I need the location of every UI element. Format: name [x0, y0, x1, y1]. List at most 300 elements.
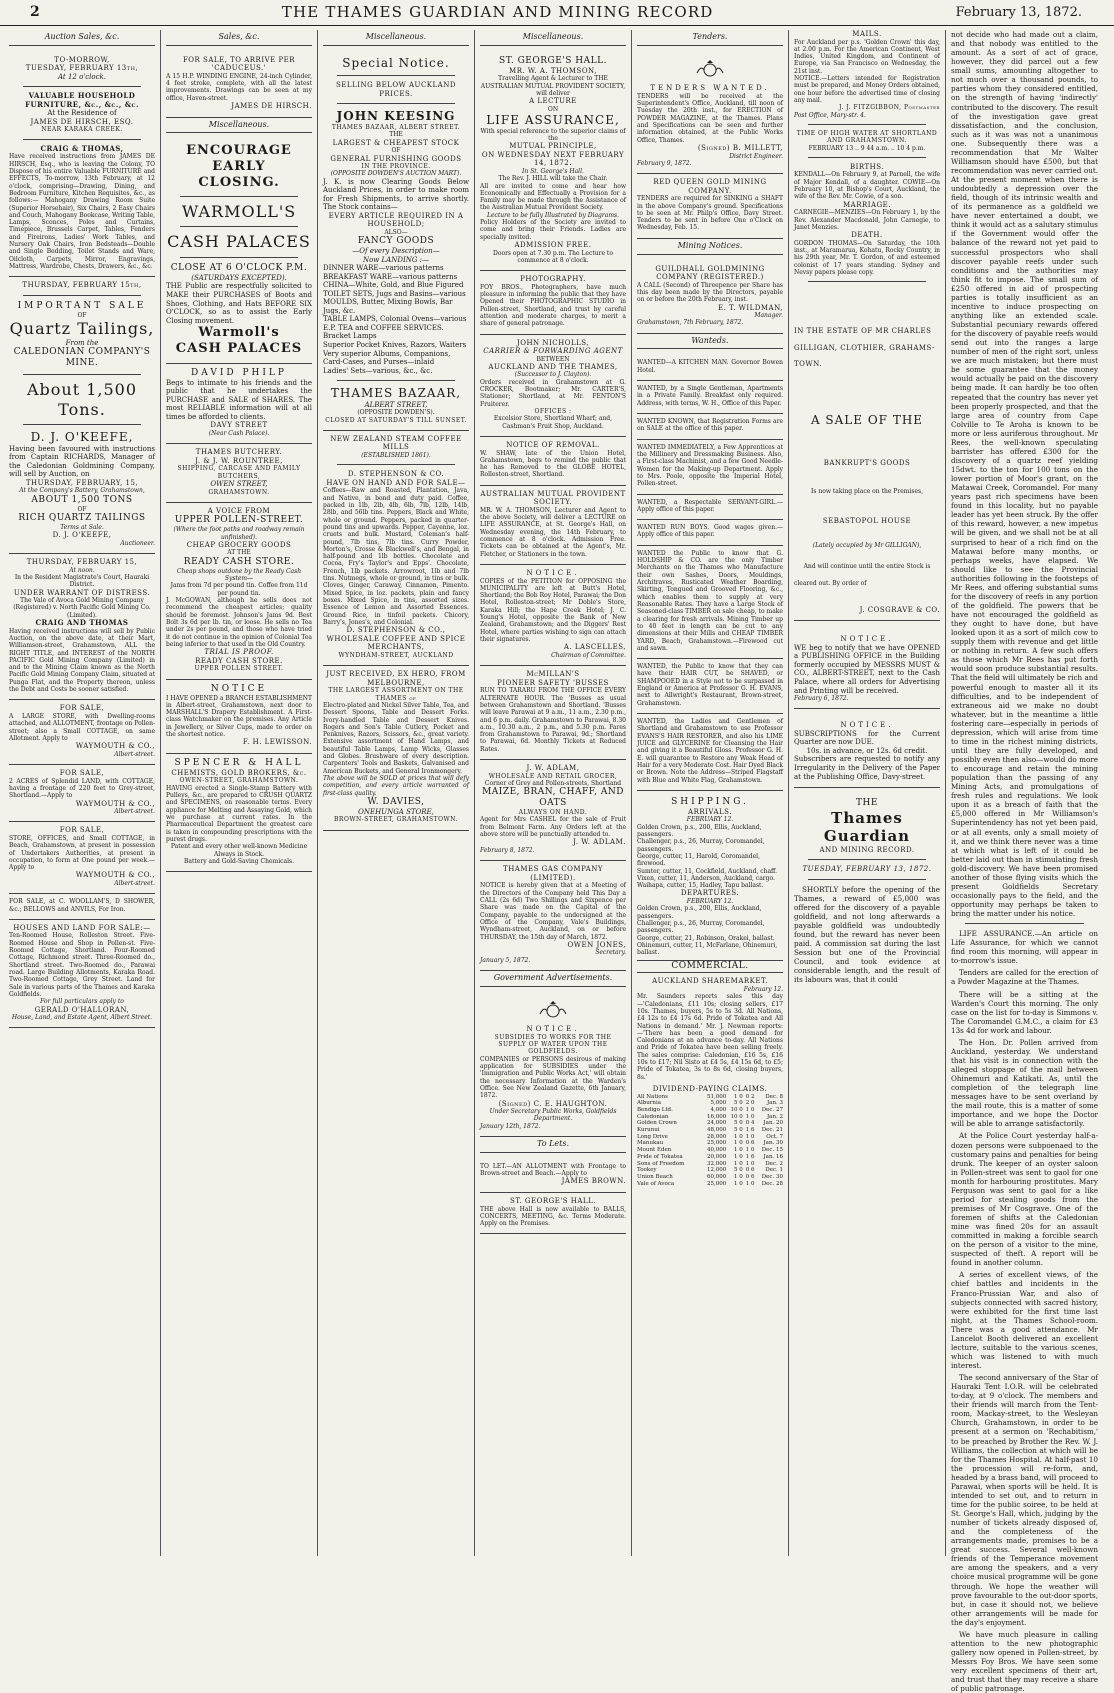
page-masthead — [0, 0, 1114, 26]
table-cell: Dec. 1 — [765, 1167, 783, 1174]
ad-line: cleared out. By order of — [794, 580, 867, 588]
ad-line: Is now taking place on the Premises, — [811, 488, 923, 495]
table-cell: Dec. 15 — [761, 1147, 783, 1154]
ad-firm: D. STEPHENSON & CO., — [346, 626, 446, 635]
marriage-heading: MARRIAGE. — [842, 200, 891, 209]
dividend-table — [637, 1094, 783, 1188]
arrivals-heading: ARRIVALS. — [688, 807, 732, 816]
table-cell: Caledonian — [637, 1113, 669, 1120]
death-body: GORDON THOMAS—On Saturday, the 10th inst., at Maramarua, Kohatu, Rocky Country, in his 29th year, Mr. T. Gordon, of and esteemed colonist of 17 years standing. Sydney and Nevsy papers please copy. — [794, 239, 940, 276]
table-cell: 0 6 — [745, 1174, 755, 1180]
ad-life-assurance-lecture — [480, 52, 626, 271]
ad-line: (Successor to J. Clayton). — [514, 371, 592, 379]
list-item: Waihapa, cutter, 15, Hadley, Tapu ballast. — [637, 882, 764, 890]
table-row — [637, 1147, 783, 1154]
ad-line: (Lately occupied by Mr GILLIGAN), — [812, 541, 922, 549]
column-tenders — [632, 30, 789, 1556]
ad-body: SUBSCRIPTIONS for the Current Quarter are now DUE. — [794, 729, 940, 747]
ad-body: Policy Holders of the Society are invited to come and bring their Friends. Ladies are specially invited. — [480, 219, 626, 241]
table-cell: Jan. 2 — [766, 1113, 783, 1120]
column-miscellaneous-1 — [318, 30, 475, 1556]
ad-title: FOR SALE, TO ARRIVE PER 'CADUCEUS.' — [182, 55, 296, 73]
table-row — [637, 1154, 783, 1161]
wanted-ad: WANTED RUN BOYS. Good wages given.—Apply office of this paper. — [637, 520, 783, 546]
ad-signature: J. COSGRAVE & CO. — [859, 605, 940, 614]
ad-line: THE LARGEST ASSORTMENT ON THE THAMES of — [328, 687, 464, 702]
list-item: Golden Crown, p.s., 200, Ellis, Auckland, passengers. — [637, 905, 762, 920]
ad-title: WARMOLL'S — [181, 201, 297, 221]
list-item: Bracket Lamps — [323, 332, 377, 341]
divider — [337, 103, 455, 104]
ad-title: NOTICE. — [526, 1025, 580, 1034]
ad-line: TUESDAY, FEBRUARY 13th, — [25, 64, 139, 73]
ad-ready-cash-store — [166, 503, 312, 680]
article-paragraph: There will be a sitting at the Warden's Court this morning. The only case on the list for to-day is Simmons v. The Coromandel G.M.C., a claim for £3 13s 4d for work and labour. — [951, 989, 1098, 1035]
list-item: Very superior Albums, Companions, Card-Cases, and Purses—inlaid — [323, 349, 451, 367]
ad-body: I HAVE OPENED a BRANCH ESTABLISHMENT in Albert-street, Grahamstown, next door to MARSHALL'S Drapery Establishment. A First-class Watchmaker on the premises. Any Article in Jewellery, or Silver Cups, made to order on the shortest notice. — [166, 694, 312, 739]
ad-line: ALWAYS ON HAND. — [518, 809, 588, 817]
table-row — [637, 1094, 783, 1101]
ad-line: At the Residence of — [47, 109, 117, 118]
ad-line: The Rev. J. HILL will take the Chair. — [498, 175, 608, 183]
ad-line: TRIAL IS PROOF. — [204, 648, 274, 657]
table-cell: 1 0 — [745, 1106, 755, 1113]
divider — [337, 75, 455, 76]
ad-line: Travelling Agent & Lecturer to THE AUSTRALIAN MUTUAL PROVIDENT SOCIETY, will deliver — [480, 75, 626, 97]
table-cell: 5 0 — [733, 1127, 743, 1134]
table-cell: Golden Crown — [637, 1120, 677, 1127]
ad-body: 2 ACRES of Splendid LAND, with COTTAGE, having a frontage of 220 feet to Grey-street, Shortland.—Apply to — [9, 777, 155, 800]
ad-signature: WAYMOUTH & CO., — [75, 871, 155, 880]
ad-title: ST. GEORGE'S HALL. — [499, 55, 607, 66]
ad-title: PHOTOGRAPHY. — [520, 275, 586, 284]
article-paragraph: At the Police Court yesterday half-a-dozen persons were subpoenaed to the customary pains and penalties for being drunk. The keeper of an oyster saloon in Pollen-street was sent to gaol for one month for harbouring prostitutes. Mary Ferguson was sent to gaol for a like period for stealing goods from the premises of Mr Cosgrave. One of the foremen of shifts at the Caledonian mine was fined 20s for an assault committed in making a forcible search on the person of a visitor to the mine, suspected of theft. A report will be found in another column. — [951, 1131, 1098, 1268]
ad-photography — [480, 271, 626, 334]
ad-body: Having been favoured with instructions from Captain RICHARDS, Manager of the Caledonian Goldmining Company, will sell by Auction, on — [9, 444, 155, 479]
wanted-ad: WANTED, the Public to know that they can have their HAIR CUT, be SHAVED, or SHAMPOOED in a Style not to be surpassed in England or America at Professor G. H. EVANS, next to Allwright's Restaurant, Brown-street, Grahamstown. — [637, 659, 783, 714]
departures-list — [637, 905, 783, 956]
list-item: George, cutter, 21, Robinson, Orakei, ballast. — [637, 934, 775, 942]
ad-title: FOR SALE, — [59, 769, 105, 778]
ad-john-nicholls — [480, 335, 626, 437]
ad-line: OWEN STREET, — [210, 479, 268, 488]
wanted-ad: WANTED the Public to know that G. HOLDSHIP & CO. are the only Timber Merchants on the Thames who Manufacture their own Sashes, Doors, Mouldings, Architraves, Rusticated Weather Boarding, Skirting, Tongued and Grooved Flooring, &c., which enables them to supply at very Reasonable Rates. They have a Large Stock of Seasoned-class TIMBER on sale cheap, to make a clearing for fresh arrivals. Mining Timber up to 40 feet in length can be cut to any dimensions at their Mills and CHEAP TIMBER YARD, Beach, Grahamstown.—Firewood cut and sawn. — [637, 546, 783, 659]
divider — [23, 374, 141, 375]
ad-firm: W. DAVIES, — [367, 796, 425, 807]
ad-title: JUST RECEIVED, EX HERO, FROM MELBOURNE, — [326, 670, 466, 687]
ad-body: Electro-plated and Nickel Silver Table, Tea, and Dessert Spoons, Table and Dessert Forks. Ivory-handled Table and Dessert Knives. Rogers and Son's Table Cutlery, Pocket and Penknives, Razors, Scissors, &c., great variety. Extensive assortment of Hand Lamps, and beautiful Table Lamps, Lamp Wicks, Glasses and Globes. Brushware of every description. Carpenters' Tools and Baskets, Galvanised and American Buckets, and General Ironmongery. — [323, 701, 469, 775]
ad-date: January 5, 1872. — [480, 956, 531, 964]
ad-title: FANCY GOODS — [357, 236, 435, 247]
table-cell: 1 0 — [733, 1180, 743, 1187]
table-cell: 2 0 — [745, 1100, 755, 1107]
ad-publishing-office — [794, 621, 940, 709]
ad-title: RED QUEEN GOLD MINING COMPANY. — [653, 178, 767, 195]
table-cell: Dec. 2 — [765, 1160, 783, 1167]
ad-firm: CRAIG & THOMAS, — [40, 143, 124, 153]
ad-line: CLOSE AT 6 O'CLOCK P.M. — [170, 262, 308, 273]
ad-line: A VOICE FROM — [207, 506, 271, 515]
ad-line: BROWN-STREET, GRAHAMSTOWN. — [334, 816, 458, 824]
ad-for-sale-land — [9, 765, 155, 822]
ad-title: GUILDHALL GOLDMINING COMPANY (REGISTERED.) — [655, 264, 765, 282]
ad-title: CASH PALACES — [167, 232, 311, 252]
table-cell: 1 0 — [745, 1113, 755, 1120]
ad-line: THE — [389, 131, 403, 139]
list-item: Challenger, p.s., 26, Murray, Coromandel, passengers. — [637, 919, 765, 935]
ad-body: W. SHAW, late of the Union Hotel, Grahamstown, begs to remind the public that he has Removed to the GLOBE HOTEL, Rolleston-street, Shortland. — [480, 449, 626, 479]
ad-line: Corner of Grey and Pollen-streets, Shortland — [484, 779, 622, 787]
table-cell: 24,000 — [707, 1120, 727, 1127]
ad-line: Jams from 7d per pound tin. Coffee from 11d per pound tin. — [170, 582, 308, 597]
ad-line: Excelsior Store, Shortland Wharf; and, Cashman's Fruit Shop, Auckland. — [493, 415, 613, 430]
table-cell: Kurunui — [637, 1127, 660, 1134]
leader-subtitle: AND MINING RECORD. — [819, 845, 915, 854]
column-sales — [161, 30, 318, 1556]
table-cell: Oct. 7 — [766, 1133, 783, 1140]
table-row — [637, 1100, 783, 1107]
list-item: Vixen, cutter, 11, Anderson, Auckland, cargo. — [637, 874, 775, 882]
ad-tenders-wanted — [637, 52, 783, 174]
list-item: Ladies' Sets—various, &c., &c. — [323, 366, 433, 375]
newspaper-title: THE THAMES GUARDIAN AND MINING RECORD — [281, 3, 714, 22]
ad-line: Now LANDING :— — [362, 255, 430, 264]
ad-line: CARRIER & FORWARDING AGENT — [483, 347, 623, 356]
ad-body: J. K. is now Clearing Goods Below Auckland Prices, in order to make room for Fresh Shipments, to arrive shortly. The Stock contains— — [323, 177, 469, 212]
table-cell: All Nations — [637, 1093, 668, 1100]
departures-date: FEBRUARY 12. — [686, 897, 734, 905]
ad-line: At 12 o'clock. — [57, 72, 106, 81]
ad-body: A CALL (Second) of Threepence per Share has this day been made by the Directors, payable on or before the 20th February, inst. — [637, 281, 783, 304]
table-cell: 12,000 — [707, 1167, 727, 1174]
table-cell: 1 0 — [745, 1160, 755, 1167]
ad-line: EVERY ARTICLE REQUIRED IN A HOUSEHOLD; — [328, 211, 464, 229]
table-cell: 10 0 — [730, 1106, 743, 1113]
table-cell: Pride of Tokatea — [637, 1153, 683, 1160]
death-heading: DEATH. — [851, 231, 883, 240]
section-heading: Tenders. — [637, 30, 783, 46]
ad-date: February 8, 1872. — [480, 846, 535, 854]
ad-firm: JOHN NICHOLLS, — [516, 338, 590, 347]
ad-line: IMPORTANT SALE — [17, 300, 147, 311]
table-cell: 1 0 — [733, 1147, 743, 1154]
mails-note: NOTICE.—Letters intended for Registration must be prepared, and Money Orders obtained, one hour before the advertised time of closing any mail. — [794, 75, 940, 105]
ad-line: THURSDAY, FEBRUARY 15th, — [22, 281, 142, 290]
ad-houses-land — [9, 920, 155, 1029]
ad-body: TO LET.—AN ALLOTMENT with Frontage to Brown-street and Beach.—Apply to — [480, 1162, 626, 1178]
article-paragraph: A series of excellent views, of the chief battles and incidents in the Franco-Prussian War, and also of subjects connected with sacred history, were exhibited for the first time last night, at the Thames School-room. There was a good attendance. Mr Lancelot Booth delivered an excellent lecture, suitable to the various scenes, which was listened to with much interest. — [951, 1270, 1098, 1370]
table-cell: 1 0 — [733, 1160, 743, 1167]
wanted-ad: WANTED, the Ladies and Gentlemen of Shortland and Grahamstown to use Professor EVANS'S HAIR RESTORER, and also his LIME JUICE and GLYCERINE for Cleansing the Hair and giving it a Beautiful Gloss. Professor G. H. E. will guarantee to Restore any Weak Head of Hair for a very Moderate Cost. Hair Dyed Black or Brown. Note the Address—Striped Flagstaff with Blue and White Flag, Grahamstown. — [637, 714, 783, 791]
ad-thames-butchery — [166, 444, 312, 503]
ad-signature: GERALD O'HALLORAN, — [34, 1005, 130, 1014]
ad-title: Quartz Tailings, — [9, 319, 155, 339]
divider — [23, 295, 141, 296]
arrivals-date: FEBRUARY 12. — [686, 816, 734, 824]
table-cell: 16,000 — [707, 1113, 727, 1120]
ad-line: UNDER WARRANT OF DISTRESS. — [13, 588, 151, 597]
ad-warrant-distress — [9, 554, 155, 700]
table-cell: 40,000 — [707, 1147, 727, 1154]
table-cell: Manukau — [637, 1140, 664, 1147]
ad-line: In St. George's Hall. — [522, 167, 584, 175]
ad-line: A LECTURE — [529, 97, 577, 106]
ad-body: COPIES of the PETITION for OPPOSING the MUNICIPALITY are left at Butt's Hotel, Shortland; the Bob Roy Hotel, Parawai; the Don Hotel, Rolleston-street; Mr Doble's Store, Karaka Hill; the Hape Creek Hotel; J. C. Young's Hotel, opposite the Bank of New Zealand, Grahamstown; and the Diggers' Rest Hotel, where parties wishing to sign can attach their signatures. — [480, 577, 626, 644]
table-cell: Jan. 16 — [763, 1153, 783, 1160]
list-item: CHINA—White, Gold, and Blue Figured — [323, 281, 464, 290]
ad-line: Lecture to be fully Illustrated by Diagrams. — [486, 211, 620, 219]
page-number: 2 — [30, 3, 40, 20]
table-cell: Union Beach — [637, 1174, 673, 1180]
list-item: Ohinemuri, cutter, 11, McFarlane, Ohinemuri, ballast. — [637, 941, 778, 957]
ad-signature: WAYMOUTH & CO., — [75, 742, 155, 751]
ad-firm: D. STEPHENSON & CO. — [347, 470, 445, 479]
ad-signature: (Signed) C. E. HAUGHTON. — [498, 1099, 608, 1108]
section-heading: Miscellaneous. — [323, 30, 469, 46]
leader-article-start — [794, 885, 940, 985]
table-cell: 1 0 — [745, 1133, 755, 1140]
column-grid — [4, 30, 1110, 1693]
table-row — [637, 1107, 783, 1114]
ad-line: IN THE ESTATE OF MR CHARLES — [794, 327, 932, 336]
table-cell: 1 0 — [733, 1133, 743, 1140]
ad-john-keesing — [323, 52, 469, 431]
ad-firm: J. & J. W. ROUNTREE, — [195, 456, 283, 465]
table-cell: 5 0 — [733, 1120, 743, 1127]
divider — [337, 380, 455, 381]
ad-title: ENCOURAGE EARLY — [186, 143, 292, 175]
ad-firm: D. J. O'KEEFE, — [30, 430, 134, 445]
ad-signature: F. H. LEWISSON. — [242, 738, 312, 747]
table-cell: Bendigo Ltd. — [637, 1106, 673, 1113]
list-item: Challenger, p.s., 26, Murray, Coromandel, passengers. — [637, 838, 765, 853]
ad-for-sale-offices — [9, 822, 155, 894]
ad-signature: JAMES DE HIRSCH. — [231, 102, 312, 111]
ad-subscriptions — [794, 709, 940, 788]
ad-signature: D. J. O'KEEFE, — [52, 531, 112, 540]
table-cell: Mount Eden — [637, 1147, 672, 1154]
ad-winding-engine — [166, 52, 312, 118]
list-item: TABLE LAMPS, Colonial Ovens—various — [323, 315, 467, 324]
ad-body: Ten-Roomed House, Rolleston Street. Five-Roomed House and Shop in Pollen-st. Five-Roomed Cottage, Shortland. Four-Roomed Cottage, Richmond street. Three-Roomed do., Shortland street. Two-Roomed do., Parawai road. Large Building Allotments, Karaka Road. Two-Roomed Cottage, Grey Street. Land for Sale in various parts of the Thames and Karaka Goldfields. — [9, 932, 155, 998]
ad-role: Auctioneer. — [120, 539, 155, 547]
table-cell: 0 6 — [745, 1167, 755, 1174]
ad-body: THE Public are respectfully solicited to MAKE their PURCHASES of Boots and Shoes, Clothing, and Hats BEFORE SIX O'CLOCK, so as to assist the Early Closing movement. — [166, 282, 312, 325]
ad-line: HAVE ON HAND AND FOR SALE— — [326, 478, 466, 487]
ad-title: THAMES BAZAAR, — [330, 386, 462, 401]
ad-line: IN THE PROVINCE. — [361, 163, 431, 171]
ad-title: NEW ZEALAND STEAM COFFEE MILLS — [330, 434, 462, 452]
table-cell: 25,000 — [707, 1140, 727, 1147]
shipping-heading: SHIPPING. — [671, 796, 749, 807]
section-heading: Miscellaneous. — [166, 118, 312, 134]
ad-line: (Near Cash Palace). — [208, 429, 270, 437]
ad-body: A 15 H.P. WINDING ENGINE, 24-inch Cylinder, 4 feet stroke, complete, with all the latest improvements. Drawings can be seen at my office, Haven-street. — [166, 72, 312, 102]
sharemarket-report: Mr. Saunders reports sales this day—'Caledonians, £11 10s; closing sellers, £17 10s. Thames, buyers, 5s to 5s 3d. All Nations, £4 12s to £4 17s 6d. Pride of Tokatea and All Nations in demand.' Mr. J. Newman reports:—'There has been a good demand for Caledonians at an advance to-day. All Nations and Pride of Tokatea have been selling freely. The sales comprise: Caledonian, £16 5s, £16 10s to £17; Nil Sisto at £4 5s, £4 15s 6d, to £5; Pride of Tokatea, 3s to 8s 6d, closing buyers, 8s.' — [637, 993, 783, 1081]
leader-date: TUESDAY, FEBRUARY 13, 1872. — [802, 865, 932, 874]
ad-firm: J. W. ADLAM, — [526, 764, 580, 773]
ad-line: For full particulars apply to — [40, 998, 124, 1006]
ad-body: WE beg to notify that we have OPENED a PUBLISHING OFFICE in the Building formerly occupied by MESSRS MUST & CO., ALBERT-STREET, next to the Cash Palace, where all orders for Advertising and Printing will be received. — [794, 643, 940, 695]
ad-line: ON WEDNESDAY NEXT FEBRUARY 14, 1872. — [481, 150, 625, 168]
wanted-list — [637, 355, 783, 790]
ad-line: CHEAP GROCERY GOODS — [186, 540, 292, 549]
wanted-ad: WANTED KNOWN, that Registration Forms are on SALE at the office of this paper. — [637, 414, 783, 440]
ad-line: CALEDONIAN COMPANY'S — [13, 347, 151, 358]
divider — [23, 139, 141, 140]
column-auction-sales — [4, 30, 161, 1556]
ad-role: Secretary. — [595, 949, 626, 957]
ad-for-sale-store — [9, 700, 155, 765]
ad-role: Manager. — [754, 312, 783, 320]
ad-municipality-petition — [480, 565, 626, 666]
ad-line: At the Company's Battery, Grahamstown, — [19, 487, 145, 495]
ad-line: WYNDHAM-STREET, AUCKLAND — [338, 651, 454, 659]
ad-line: THURSDAY, FEBRUARY, 15, — [25, 478, 139, 487]
ad-bankrupt-estate — [794, 287, 940, 621]
article-paragraph: Tenders are called for the erection of a Powder Magazine at the Thames. — [951, 968, 1098, 987]
ad-title: HOUSES AND LAND FOR SALE:— — [13, 923, 151, 932]
table-cell: 0 4 — [745, 1120, 755, 1127]
royal-crest-icon — [536, 1000, 570, 1020]
divider — [180, 196, 298, 197]
ad-body: Agent for Mrs CASHEL for the sale of Fruit from Belmont Farm. Any Orders left at the above store will be punctually attended to. — [480, 816, 626, 839]
ad-line: Battery and Gold-Saving Chemicals. — [184, 857, 294, 865]
table-cell: 25,000 — [707, 1180, 727, 1187]
ad-title: READY CASH STORE. — [183, 556, 295, 567]
divider — [180, 226, 298, 227]
table-row — [637, 1161, 783, 1168]
table-cell: 32,000 — [707, 1160, 727, 1167]
ad-body: FOR SALE, at C. WOOLLAM'S, D SHOWER, &c.; BELLOWS and ANVILS, For Iron. — [9, 898, 155, 913]
ad-line: (Where the foot paths and roadway remain unfinished). — [173, 526, 305, 541]
ad-line: WHOLESALE AND RETAIL GROCER, — [488, 772, 618, 780]
arrivals-list — [637, 824, 783, 890]
wanted-ad: WANTED IMMEDIATELY, a Few Apprentices at the Millinery and Dressmaking Business. Also, a First-class Machinist, and a few Good Needle-Women for the Making-up Department. Apply to Mrs. Poole, opposite the Imperial Hotel, Pollen-street. — [637, 440, 783, 495]
table-cell: 5,000 — [710, 1100, 727, 1107]
table-cell: Jan. 20 — [763, 1120, 783, 1127]
ad-title: BANKRUPT'S GOODS — [823, 459, 911, 468]
table-cell: Dec. 30 — [761, 1174, 783, 1180]
ad-body: FOY BROS., Photographers, have much pleasure in informing the public that they have Opened their PHOTOGRAPHIC STUDIO in Pollen-street, Shortland, and trust by careful attention and moderate charges, to merit a share of general patronage. — [480, 283, 626, 328]
table-cell: Dec. 28 — [761, 1180, 783, 1187]
ad-body: Coffees—Raw and Roasted, Plantation, Java, and Native, in bond and duty paid. Coffee, packed in 1lb, 2lb, 4lb, 6lb, 7lb, 12lb, 14lb, 28lb, and 56lb tins. Peppers, Black and White, whole or ground. Peppers, packed in quarter-pound tins and upwards. Pepper, Cayenne, loz. cruets and bulk. Mustard, Coleman's half-pound, 7lb tins, 7lb tins. Curry Powder, Morton's, Crosse & Blackwell's, and Bengal, in half-pound and 1lb bottles. Chocolate and Cocoa, Fry's Taylor's and Epps'. Chocolate, French, 1lb packets. Arrowroot, 1lb and 7lb tins. Nutmegs, whole or ground, in tins or bulk. Cloves, Ginger, Caraway, Cinnamon, Pimento. Mixed Spice, in loz. packets, plain and fancy boxes. Mixed Spice, in tins, assorted sizes. Essence of Lemon and Assorted Essences. Ground Rice, in tinfoil packets. Chicory, Barry's, Jones's, and Colonial. — [323, 487, 469, 626]
ad-title: PIONEER SAFETY 'BUSSES — [497, 678, 609, 687]
ad-line: Terms at Sale. — [60, 523, 104, 531]
ad-line: Patent and every other well-known Medicine Always in Stock. — [170, 843, 308, 858]
ad-adlam-grocer — [480, 760, 626, 861]
list-item: George, cutter, 11, Harold, Coromandel, firewood. — [637, 852, 760, 868]
ad-body: MR. W. A. THOMSON, Lecturer and Agent to the above Society, will deliver a LECTURE on LIFE ASSURANCE, at St. George's Hall, on Wednesday evening, the 14th February, to commence at 8 o'clock. Admission Free. Tickets can be obtained at the Agent's, Mr. Fletcher, or Stationers in the town. — [480, 506, 626, 558]
section-heading: Auction Sales, &c. — [9, 30, 155, 46]
ad-line: MR. W. A. THOMSON, — [509, 66, 597, 75]
ad-line: DAVY STREET — [210, 421, 268, 430]
ad-st-georges-hall — [480, 1193, 626, 1234]
ad-line: SUBSIDIES TO WORKS FOR THE SUPPLY OF WATER UPON THE GOLDFIELDS. — [494, 1033, 612, 1056]
ad-body: TENDERS will be received at the Superintendent's Office, Auckland, till noon of Tuesday the 20th inst., for ERECTION of POWDER MAGAZINE, at the Thames. Plans and Specifications can be seen and further information obtained, at the Public Works Office, Thames. — [637, 92, 783, 144]
table-cell: 1 0 — [733, 1153, 743, 1160]
ad-line: BETWEEN — [536, 355, 570, 363]
table-cell: Jan. 30 — [763, 1140, 783, 1147]
table-cell: 0 6 — [745, 1140, 755, 1147]
ad-line: READY CASH STORE. — [195, 656, 283, 665]
ad-title: SEBASTOPOL HOUSE — [822, 517, 912, 526]
section-heading: Miscellaneous. — [480, 30, 626, 46]
leader-masthead — [794, 788, 940, 880]
ad-line: CLOSED AT SATURDAY'S TILL SUNSET. — [325, 416, 467, 424]
ad-bellows — [9, 894, 155, 920]
ad-line: (OPPOSITE DOWDEN'S AUCTION MART). — [330, 170, 462, 178]
article-paragraph: The Hon. Dr. Pollen arrived from Auckland, yesterday. We understand that his visit is in connection with the alleged stoppage of the mail between Ohinemuri and Katikati. As, until the completion of the telegraph line messages have to be sent overland by the mail route, this is a matter of some importance, and we hope the Doctor will be able to arrange satisfactorily. — [951, 1037, 1098, 1129]
divider — [808, 124, 926, 125]
ad-line: ONEHUNGA STORE, — [358, 807, 434, 816]
ad-line: (SATURDAYS EXCEPTED). — [191, 273, 287, 282]
table-cell: 5 0 — [733, 1100, 743, 1107]
ad-spencer-hall — [166, 754, 312, 872]
table-cell: Dec. 21 — [761, 1127, 783, 1134]
stock-list — [323, 264, 469, 375]
list-item: TOILET SETS, Jugs and Basins—various — [323, 289, 466, 298]
ad-title: About 1,500 Tons. — [26, 380, 138, 419]
table-cell: Alburnia — [637, 1100, 662, 1107]
ad-body: Orders received in Grahamstown at G. CROCKER, Bootmaker; Mr. CARTER'S, Stationer; Shortland, at Mr. FENTON'S Fruiterer. — [480, 378, 626, 408]
ad-title: NOTICE OF REMOVAL. — [506, 440, 600, 449]
table-cell: Vale of Avoca — [637, 1180, 675, 1187]
departures-heading: DEPARTURES. — [680, 889, 740, 898]
ad-firm: McMILLAN'S — [526, 670, 580, 679]
ad-line: UPPER POLLEN STREET. — [194, 665, 284, 673]
table-cell: 1 6 — [745, 1127, 755, 1134]
ad-line: GRAHAMSTOWN. — [208, 488, 270, 496]
table-cell: Dec. 27 — [761, 1106, 783, 1113]
ad-title: CLOSING. — [198, 175, 280, 191]
marriage-body: CARNEGIE—MENZIES—On February 1, by the Rev. Alexander Macdonald, John Carnegie, to Janet Menzies. — [794, 209, 940, 231]
table-cell: Tookey — [637, 1167, 657, 1174]
ad-red-queen — [637, 174, 783, 239]
divider — [337, 464, 455, 465]
table-cell: 51,000 — [707, 1093, 727, 1100]
ad-body: Have received instructions from JAMES DE HIRSCH, Esq., who is leaving the Colony, TO Dispose of his entire Valuable FURNITURE and EFFECTS, To-morrow, 13th February, at 12 o'clock, comprising—Drawing, Dining, and Bedroom Furniture, Kitchen Requisites, &c., as follows:— Mahogany Drawing Room Suite (Superior Horsehair), Six Chairs, 2 Easy Chairs and Couch, Mahogany Bookcase, Writing Table, Lamps, Sconces, Poles and Curtains, Timepiece, Brussels Carpet, Tables, Fenders and Fireirons, Ladies' Work Tables, and Nursery Oak Chairs, Iron Bedsteads—Double and Single Bedding, Toilet Stands and Ware, Oilcloth, Carpets, Mirror, Engravings, Mattress, Wardrobe, Chests, Drawers, &c., &c. — [9, 153, 155, 270]
table-cell: 1 0 — [733, 1093, 743, 1100]
ad-date: Grahamstown, 7th February, 1872. — [637, 319, 744, 327]
ad-title: A SALE OF THE — [810, 412, 924, 427]
table-cell: 1 0 — [733, 1140, 743, 1147]
ad-line: Cheap shops outdone by the Ready Cash System— — [176, 567, 302, 583]
ad-date: February 6, 1872. — [794, 695, 849, 703]
ad-guildhall-call — [637, 261, 783, 334]
divider — [808, 879, 926, 880]
table-cell: 60,000 — [707, 1174, 727, 1180]
ad-role: Under Secretary Public Works, Goldfields Department. — [489, 1108, 617, 1123]
ad-line: The Vale of Avoca Gold Mining Company (Registered) v. North Pacific Gold Mining Co. (Limited). — [13, 597, 151, 619]
births-heading: BIRTHS. — [849, 162, 885, 171]
ad-line: ON — [547, 105, 559, 113]
dividend-heading: DIVIDEND-PAYING CLAIMS. — [652, 1085, 768, 1094]
mails-heading: MAILS. — [852, 30, 882, 38]
ad-line: In the Resident Magistrate's Court, Hauraki District. — [14, 573, 150, 589]
ad-coffee-mills — [323, 431, 469, 666]
ad-signature: WAYMOUTH & CO., — [75, 799, 155, 808]
table-cell: 1 0 — [733, 1174, 743, 1180]
ad-body: All are invited to come and hear how Economically and Effectually a Provision for a Family may be made through the Assistance of the Australian Mutual Provident Society. — [480, 182, 626, 212]
leader-paper-name: Thames Guardian — [823, 809, 911, 846]
ad-title: LIFE ASSURANCE, — [486, 113, 620, 128]
ad-line: SELLING BELOW AUCKLAND PRICES. — [336, 81, 456, 98]
table-row — [637, 1127, 783, 1134]
news-body — [951, 30, 1098, 1693]
leader-the: THE — [856, 798, 878, 809]
ad-line: ALBERT STREET, — [364, 400, 428, 409]
